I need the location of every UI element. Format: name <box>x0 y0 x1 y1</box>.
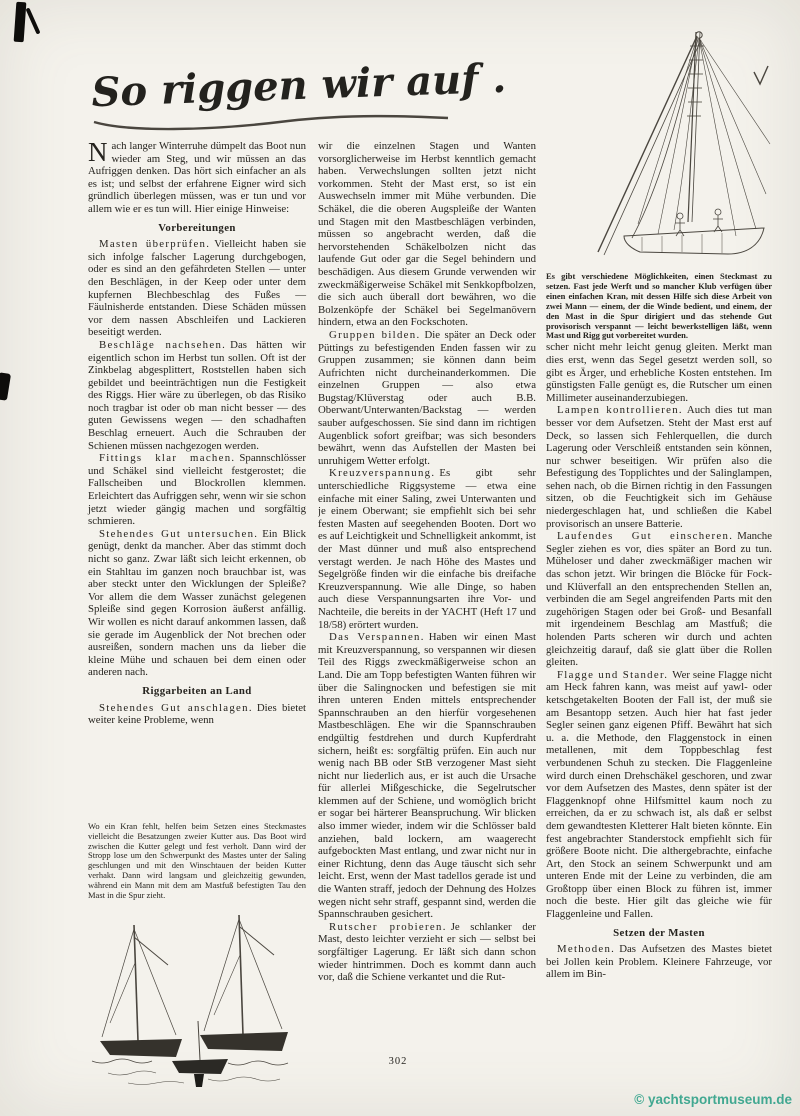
drop-cap: N <box>88 137 108 167</box>
crane-illustration <box>546 24 772 264</box>
paragraph <box>546 943 772 981</box>
paragraph-text: Je schlanker der Mast, desto leichter verzieht er sich — selbst bei sorgfältiger Lagerung. Er läßt sich dann schon wieder hintrimmen. Doch es kommt dann auch vor, daß die Schiene verkantet und die Rut- <box>318 920 536 984</box>
paragraph <box>318 329 536 468</box>
paragraph-text: Auch dies tut man besser vor dem Aufsetzen. Steht der Mast erst auf Deck, so lassen sich Fehlerquellen, die durch Lagerung oder Verschleiß entstanden sein können, nur schwer beseitigen. Wir prüfen also die Befestigung des Topplichtes und der Salinglampen, sehen nach, ob die Birnen richtig in den Fassungen sitzen, ob die Feuchtigkeit sich im Gehäuse niedergeschlagen hat, und schließen die Kabel provisorisch an unsere Batterie. <box>546 404 772 530</box>
column-middle <box>318 140 536 1060</box>
paragraph-text: Das hätten wir eigentlich schon im Herbst tun sollen. Oft ist der Zinkbelag abgesplittert, Roststellen haben sich gebildet und beeinträchtigen nun die Festigkeit des Riggs. Hier wäre zu überlegen, ob das Risiko noch tragbar ist oder ob man nicht besser — des guten Gewissens wegen — den schadhaften Beschlag erneuert. Auch die Schrauben der Schienen müssen nachgezogen werden. <box>88 338 306 452</box>
paragraph-text: Die später an Deck oder Püttings zu befestigenden Enden fassen wir zu Gruppen zusammen; sie können dann beim Aufrichten nicht durcheinanderkommen. Die einzelnen Gruppen — also etwa Bugstag/Klüverstag oder auch B.B. Oberwant/Unterwanten/Backstag — werden sauber aufgeschossen. Sie sind dann im richtigen Augenblick sofort greifbar; was sich besonders bewährt, wenn das Aufstellen der Masten bei unruhigem Wetter erfolgt. <box>318 328 536 467</box>
paragraph <box>318 140 536 329</box>
column-left <box>88 137 306 1088</box>
paragraph-text: Vielleicht haben sie sich infolge falscher Lagerung durchgebogen, oder es sind an den gefährdeten Stellen — unter den Beschlägen, in der Keep oder unter dem kupfernen Blechbeschlag des Fußes — Fäulnisherde entstanden. Diese Schäden müssen vor dem nassen Abschleifen und Lackieren beseitigt werden. <box>88 238 306 339</box>
paragraph <box>88 528 306 679</box>
paragraph-text: Manche Segler ziehen es vor, dies später an Bord zu tun. Müheloser und daher zweckmäßiger machen wir das schon jetzt. Wir bringen die Blöcke für Fock- und Klüverfall an den entsprechenden Stellen an, verbinden die am Segel angreifenden Parts mit den zugehörigen Stagen oder bei Groß- und Besanfall mit irgendeinem Beschlag am Mastfuß; die holenden Parts scheren wir durch und achten gleichzeitig darauf, daß sie glatt über die Rollen gleiten. <box>546 530 772 669</box>
paragraph-lead: Masten überprüfen. <box>99 238 211 251</box>
paragraph <box>546 404 772 530</box>
scan-mark <box>14 2 27 43</box>
paragraph <box>546 341 772 404</box>
paragraph-lead: Fittings klar machen. <box>99 452 236 465</box>
paragraph-lead: Das Verspannen. <box>329 631 425 644</box>
paragraph-text: scher nicht mehr leicht genug gleiten. Merkt man dies erst, wenn das Segel gesetzt werden soll, so gibt es Ärger, und erhebliche Kosten entstehen. Im günstigsten Falle genügt es, die Rutscher um einen Millimeter auseinanderzubiegen. <box>546 341 772 404</box>
paragraph-lead: Gruppen bilden. <box>329 328 421 341</box>
paragraph-lead: Flagge und Stander. <box>557 668 669 681</box>
paragraph-text: Es gibt sehr unterschiedliche Riggsysteme — etwa eine einfache mit einer Saling, zwei Unterwanten und je einem Oberwant; sie empfiehlt sich bei sehr festen Masten auf seegehenden Booten. Dort wo es auf Leichtigkeit und Schnelligkeit ankommt, ist der Mast dünner und muß also entsprechend verstagt werden. Je nach Höhe des Mastes und Segelgröße finden wir die einfache bis dreifache Kreuzverspannung. Wie alle Dinge, so haben auch diese Verspannungsarten ihre Vor- und Nachteile, die bereits in der YACHT (Heft 17 und 18/58) erörtert wurden. <box>318 467 536 631</box>
page-title: So riggen wir auf ... <box>90 58 508 117</box>
paragraph-lead: Stehendes Gut anschlagen. <box>99 701 253 714</box>
title-swash <box>94 116 448 129</box>
paragraph <box>318 631 536 921</box>
boats-figure <box>88 822 306 1088</box>
paragraph <box>88 702 306 727</box>
paragraph-lead: Laufendes Gut einscheren. <box>557 530 734 543</box>
paragraph-lead: Methoden. <box>557 943 616 956</box>
paragraph <box>88 238 306 339</box>
paragraph <box>546 530 772 669</box>
section-heading-setzen-der-masten: Setzen der Masten <box>613 926 705 939</box>
scan-mark <box>0 372 11 401</box>
paragraph-text: Spannschlösser und Schäkel sind vielleicht festgerostet; die Fallscheiben und Blockrollen klemmen. Erleichtert das Aufriggen sehr, wenn wir sie schon jetzt wieder gängig machen und sorgfältig schmieren. <box>88 452 306 528</box>
paragraph-text: wir die einzelnen Stagen und Wanten vorsorglicherweise im Herbst kenntlich gemacht haben. Verwechslungen sollten jetzt nicht vorkommen. Steht der Mast erst, so ist ein Auswechseln immer mit Mühe verbunden. Die Schäkel, die die oberen Augspleiße der Wanten und Stagen mit den Mastbeschlägen verbinden, müssen so angebracht werden, daß die hervorstehenden Schäkelbolzen nicht das laufende Gut oder gar die Segel behindern und beschädigen. Aus diesem Grunde verwenden wir zweckmäßigerweise Schäkel mit Senkkopfbolzen, die sich auch überall dort bewähren, wo die Bolzenköpfe der Schäkel bei Segelmanövern hindern, etwa an den Fockschoten. <box>318 140 536 329</box>
watermark: © yachtsportmuseum.de <box>634 1092 792 1107</box>
paragraph <box>88 339 306 452</box>
paragraph-lead: Rutscher probieren. <box>329 920 447 933</box>
figure-caption: Es gibt verschiedene Möglichkeiten, einen Steckmast zu setzen. Fast jede Werft und so mancher Klub verfügen über einen einfachen Kran, mit dessen Hilfe sich diese Arbeit von zwei Mann — einem, der die Winde bedient, und einem, der den Mast in die Spur dirigiert und das stehende Gut provisorisch verspannt — leicht bewerkstelligen läßt, wenn Mast und Rigg gut vorbereitet wurden. <box>546 271 772 341</box>
paragraph-text: Dies bietet weiter keine Probleme, wenn <box>88 701 306 727</box>
column-right <box>546 24 772 1064</box>
paragraph <box>546 669 772 921</box>
figure-caption: Wo ein Kran fehlt, helfen beim Setzen eines Steckmastes vielleicht die Besatzungen zweier Kutter aus. Das Boot wird zwischen die Kutter gelegt und fest verholt. Dann wird der Stropp lose um den Schwerpunkt des Mastes unter der Saling geschlungen und mit den Winschtauen der beiden Kutter verhakt. Dann wird langsam und gleichzeitig gewunden, während ein Mann mit dem am Mastfuß befestigten Tau den Mast in die Spur zieht. <box>88 820 306 901</box>
article-title-block <box>88 58 508 138</box>
page-number: 302 <box>388 1056 408 1067</box>
title-calligraphy <box>88 58 508 138</box>
paragraph <box>318 921 536 984</box>
paragraph-lead: Lampen kontrollieren. <box>557 404 683 417</box>
paragraph-lead: Beschläge nachsehen. <box>99 338 227 351</box>
paragraph-text: Ein Blick genügt, denkt da mancher. Aber das stimmt doch nicht so ganz. Zwar läßt sich leicht erkennen, ob ein Stahltau im ganzen noch brauchbar ist, was aber steckt unter den Wicklungen der Spleiße? Vor allem die dem Wasser zunächst gelegenen Spleiße sind gegen Korrosion äußerst anfällig. Wir wollen es nicht darauf ankommen lassen, daß sie gerade im Augenblick der Not brechen oder ausreißen, sondern machen uns da lieber die kleine Mühe und schauen bei dem einen oder anderen nach. <box>88 527 306 679</box>
paragraph <box>318 467 536 631</box>
paragraph-lead: Stehendes Gut untersuchen. <box>99 527 259 540</box>
paragraph <box>88 452 306 528</box>
paragraph-text: ach langer Winterruhe dümpelt das Boot nun wieder am Steg, und wir müssen an das Aufriggen denken. Das hört sich einfacher an als es ist; und selbst der erfahrene Eigner wird sich gründlich überlegen müssen, was er tun und vor allem wie er es tun will. Hier einige Hinweise: <box>88 140 306 215</box>
scan-mark <box>25 7 40 34</box>
paragraph-text: Wer seine Flagge nicht am Heck fahren kann, was meist auf yawl- oder ketschgetakelten Booten der Fall ist, der muß sie am Besantopp setzen. Auch hier hat fast jeder Segler seinen ganz eigenen Pfiff. Bewährt hat sich u. a. die Methode, den Flaggenstock in einen metallenen, mit dem Toppbeschlag fest verbundenen Schuh zu stecken. Die Flaggenleine wird durch einen Drehschäkel geschoren, und zwar vor dem Aufsetzen des Mastes, denn später ist der Flaggenknopf ohne Hilfsmittel kaum noch zu erreichen, da er zu schwach ist, als daß er selbst dem gewandtesten Kletterer Halt bieten könnte. Ein fest angebrachter Standerstock empfiehlt sich für größere Boote nicht. Die althergebrachte, einfache Art, den Stock an seinem Schwerpunkt und am unteren Ende mit der Leine zu verbinden, die am Großtopp über einen Block zu führen ist, immer noch die beste. Hier gilt das gleiche wie für Flaggenleine und Fallen. <box>546 668 772 921</box>
section-heading-vorbereitungen: Vorbereitungen <box>158 221 236 234</box>
paragraph <box>88 137 306 216</box>
paragraph-text: Haben wir einen Mast mit Kreuzverspannung, so verspannen wir diesen Teil des Riggs zweckmäßigerweise schon an Land. Die am Topp befestigten Wanten führen wir über die Salingnocken und befestigen sie mit ihren unteren Enden mittels entsprechender Spannschrauben an den hierfür vorgesehenen Mastbeschlägen. Ehe wir die Spannschrauben endgültig festdrehen und durch Kupferdraht sichern, heißt es: sorgfältig prüfen. Ein auch nur wenig nach BB oder StB verzogener Mast sieht nicht nur liederlich aus, er ist auch die Ursache für allerlei Mißgeschicke, die Segelrutscher klemmen auf der Schiene, und womöglich bricht er sogar bei härterer Beanspruchung. Wir blicken also immer wieder, indem wir die Schlösser bald anziehen, bald lockern, am waagerecht aufgebockten Mast entlang, und zwar nicht nur in einer Richtung, denn das Auge täuscht sich sehr leicht. Erst, wenn der Mast tadellos gerade ist und die Wanten straff, jedoch der Dehnung des Holzes wegen nicht sehr straff, gespannt sind, werden die Spannschrauben gesichert. <box>318 631 536 921</box>
section-heading-riggarbeiten: Riggarbeiten an Land <box>142 684 252 697</box>
paragraph-lead: Kreuzverspannung. <box>329 467 436 480</box>
paragraph-text: Das Aufsetzen des Mastes bietet bei Jollen kein Problem. Kleinere Fahrzeuge, vor allem im Bin- <box>546 943 772 981</box>
